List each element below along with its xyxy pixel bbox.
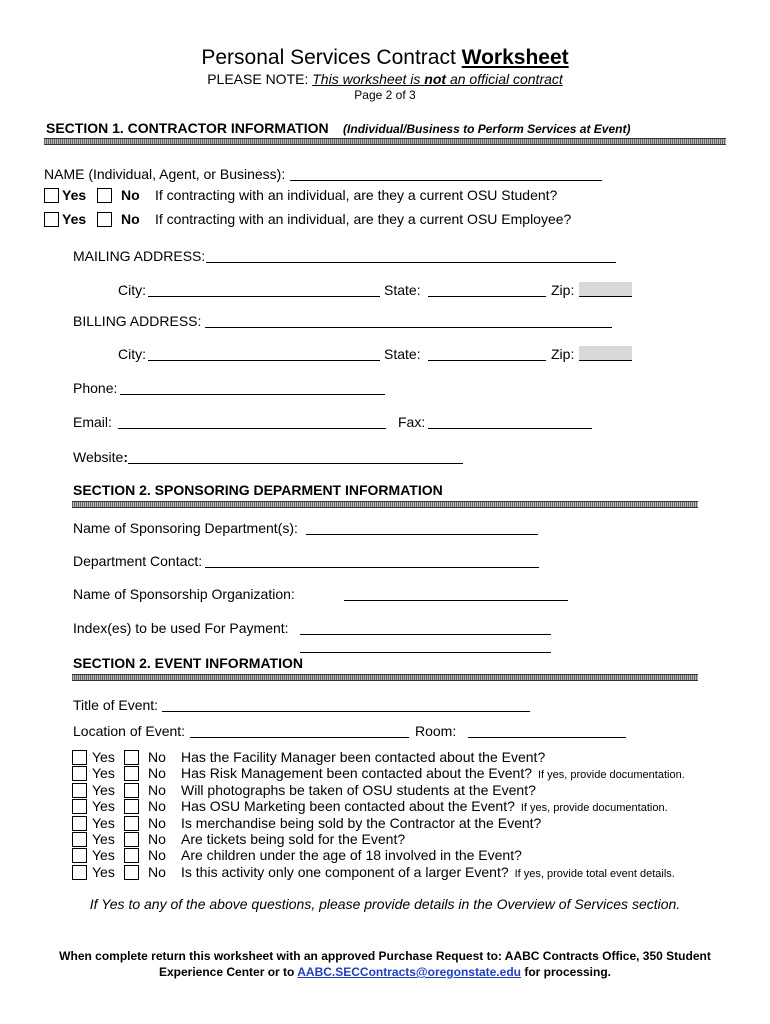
event-question-yes-checkbox[interactable]: [72, 766, 87, 781]
event-question-yes-label: Yes: [92, 765, 115, 782]
if-yes-note: If Yes to any of the above questions, please provide details in the Overview of Services section.: [89, 896, 681, 912]
event-question-text: [181, 749, 545, 765]
event-question-label: Will photographs be taken of OSU students at the Event?: [181, 781, 536, 798]
phone-label: Phone:: [73, 380, 118, 396]
name-label: NAME (Individual, Agent, or Business):: [44, 166, 286, 182]
website-label-colon: :: [123, 449, 128, 465]
event-location-field[interactable]: [190, 737, 409, 738]
event-question-label: Are children under the age of 18 involved in the Event?: [181, 847, 522, 864]
event-question-no-checkbox[interactable]: [124, 750, 139, 765]
website-field[interactable]: [128, 463, 463, 464]
mailing-address-label: MAILING ADDRESS:: [73, 248, 206, 264]
event-question-yes-checkbox[interactable]: [72, 848, 87, 863]
event-question-no-label: No: [148, 831, 166, 847]
event-question-no-checkbox[interactable]: [124, 848, 139, 863]
event-title-field[interactable]: [162, 711, 530, 712]
room-field[interactable]: [468, 737, 626, 738]
mailing-city-label: City:: [118, 282, 146, 298]
section1-subheading: (Individual/Business to Perform Services at Event): [343, 122, 631, 136]
event-question-no-label: No: [148, 847, 166, 864]
notice-text-a: This worksheet is: [312, 71, 425, 87]
section2-heading: SECTION 2. SPONSORING DEPARMENT INFORMATION: [73, 482, 443, 498]
event-question-yes-checkbox[interactable]: [72, 799, 87, 814]
employee-yes-checkbox[interactable]: [44, 212, 59, 227]
student-no-label: No: [121, 187, 140, 203]
event-question-no-checkbox[interactable]: [124, 865, 139, 880]
return-instructions-text: When complete return this worksheet with an approved Purchase Request to: AABC Contracts Office, 350 Student Experience Center or to: [59, 949, 711, 979]
page-title: [0, 46, 770, 70]
event-question-label: Is merchandise being sold by the Contractor at the Event?: [181, 814, 542, 831]
contracts-email-link[interactable]: AABC.SECContracts@oregonstate.edu: [297, 965, 521, 979]
event-question-yes-label: Yes: [92, 863, 115, 880]
event-question-no-label: No: [148, 765, 166, 782]
billing-state-field[interactable]: [428, 360, 546, 361]
mailing-zip-label: Zip:: [551, 282, 575, 298]
title-text: Personal Services Contract: [201, 46, 456, 69]
title-bold-text: Worksheet: [461, 46, 569, 69]
event-question-no-checkbox[interactable]: [124, 832, 139, 847]
website-label-text: Website: [73, 449, 124, 465]
page-number: Page 2 of 3: [354, 88, 416, 102]
event-question-no-label: No: [148, 814, 166, 831]
event-section-divider: [72, 674, 698, 681]
sponsorship-org-label: Name of Sponsorship Organization:: [73, 586, 295, 602]
event-question-label: Has the Facility Manager been contacted about the Event?: [181, 749, 546, 765]
event-question-yes-label: Yes: [92, 814, 115, 831]
event-question-yes-checkbox[interactable]: [72, 816, 87, 831]
event-question-text: [181, 782, 536, 798]
event-question-text: [181, 798, 668, 814]
sponsorship-org-field[interactable]: [344, 600, 568, 601]
billing-city-label: City:: [118, 346, 146, 362]
dept-contact-label: Department Contact:: [73, 553, 203, 569]
email-field[interactable]: [118, 428, 386, 429]
employee-no-checkbox[interactable]: [97, 212, 112, 227]
mailing-city-field[interactable]: [148, 296, 380, 297]
student-no-checkbox[interactable]: [97, 188, 112, 203]
event-question-yes-label: Yes: [92, 798, 115, 815]
billing-state-label: State:: [384, 346, 421, 362]
event-question-label: Has OSU Marketing been contacted about the Event?: [181, 798, 515, 815]
event-question-label: Has Risk Management been contacted about the Event?: [181, 765, 532, 782]
student-yes-checkbox[interactable]: [44, 188, 59, 203]
event-question-yes-label: Yes: [92, 847, 115, 864]
notice: [0, 71, 770, 87]
event-question-no-checkbox[interactable]: [124, 799, 139, 814]
return-instructions: [0, 948, 770, 980]
student-question: If contracting with an individual, are they a current OSU Student?: [155, 187, 558, 203]
event-question-yes-label: Yes: [92, 749, 115, 765]
name-field[interactable]: [290, 180, 602, 181]
sponsoring-dept-field[interactable]: [306, 534, 538, 535]
event-question-yes-checkbox[interactable]: [72, 750, 87, 765]
billing-address-label: BILLING ADDRESS:: [73, 313, 202, 329]
event-question-yes-checkbox[interactable]: [72, 783, 87, 798]
section1-heading: SECTION 1. CONTRACTOR INFORMATION: [46, 120, 329, 136]
section2-divider: [72, 501, 698, 508]
event-location-label: Location of Event:: [73, 723, 186, 739]
fax-field[interactable]: [428, 428, 592, 429]
return-instructions-tail: for processing.: [520, 965, 612, 979]
event-question-note: If yes, provide documentation.: [538, 769, 685, 782]
event-question-text: [181, 765, 685, 781]
notice-emphasis: not: [424, 71, 447, 87]
event-question-text: [181, 864, 675, 880]
event-question-note: If yes, provide total event details.: [514, 867, 675, 880]
event-question-yes-checkbox[interactable]: [72, 832, 87, 847]
event-question-label: Are tickets being sold for the Event?: [181, 831, 406, 847]
phone-field[interactable]: [120, 394, 385, 395]
payment-index-field-1[interactable]: [300, 634, 551, 635]
room-label: Room:: [415, 723, 457, 739]
website-label: [73, 449, 128, 465]
student-yes-label: Yes: [62, 187, 87, 203]
event-question-text: [181, 831, 405, 847]
fax-label: Fax:: [398, 414, 426, 430]
event-section-heading: SECTION 2. EVENT INFORMATION: [73, 655, 303, 671]
billing-city-field[interactable]: [148, 360, 380, 361]
email-label: Email:: [73, 414, 112, 430]
sponsoring-dept-label: Name of Sponsoring Department(s):: [73, 520, 298, 536]
employee-question: If contracting with an individual, are they a current OSU Employee?: [155, 211, 572, 227]
event-question-label: Is this activity only one component of a larger Event?: [181, 863, 509, 880]
billing-zip-label: Zip:: [551, 346, 575, 362]
event-question-yes-label: Yes: [92, 781, 115, 798]
mailing-state-field[interactable]: [428, 296, 546, 297]
event-question-no-checkbox[interactable]: [124, 816, 139, 831]
event-question-no-label: No: [148, 863, 166, 880]
mailing-state-label: State:: [384, 282, 421, 298]
event-question-yes-label: Yes: [92, 831, 115, 847]
event-question-no-label: No: [148, 798, 166, 815]
employee-yes-label: Yes: [62, 211, 87, 227]
event-question-note: If yes, provide documentation.: [520, 802, 668, 815]
section1-divider: [44, 138, 726, 145]
dept-contact-field[interactable]: [205, 567, 539, 568]
event-question-text: [181, 815, 541, 831]
mailing-address-field[interactable]: [206, 262, 616, 263]
event-question-yes-checkbox[interactable]: [72, 865, 87, 880]
event-question-no-label: No: [148, 781, 166, 798]
event-question-text: [181, 847, 522, 863]
billing-zip-field[interactable]: [579, 346, 632, 361]
event-question-no-checkbox[interactable]: [124, 766, 139, 781]
event-question-no-checkbox[interactable]: [124, 783, 139, 798]
billing-address-field[interactable]: [205, 327, 612, 328]
notice-prefix: PLEASE NOTE:: [207, 71, 313, 87]
event-question-no-label: No: [148, 749, 166, 765]
notice-text-b: an official contract: [446, 71, 563, 87]
event-title-label: Title of Event:: [73, 697, 159, 713]
payment-index-label: Index(es) to be used For Payment:: [73, 620, 289, 636]
section1-heading-row: [46, 120, 630, 138]
mailing-zip-field[interactable]: [579, 282, 632, 297]
employee-no-label: No: [121, 211, 140, 227]
payment-index-field-2[interactable]: [300, 652, 551, 653]
